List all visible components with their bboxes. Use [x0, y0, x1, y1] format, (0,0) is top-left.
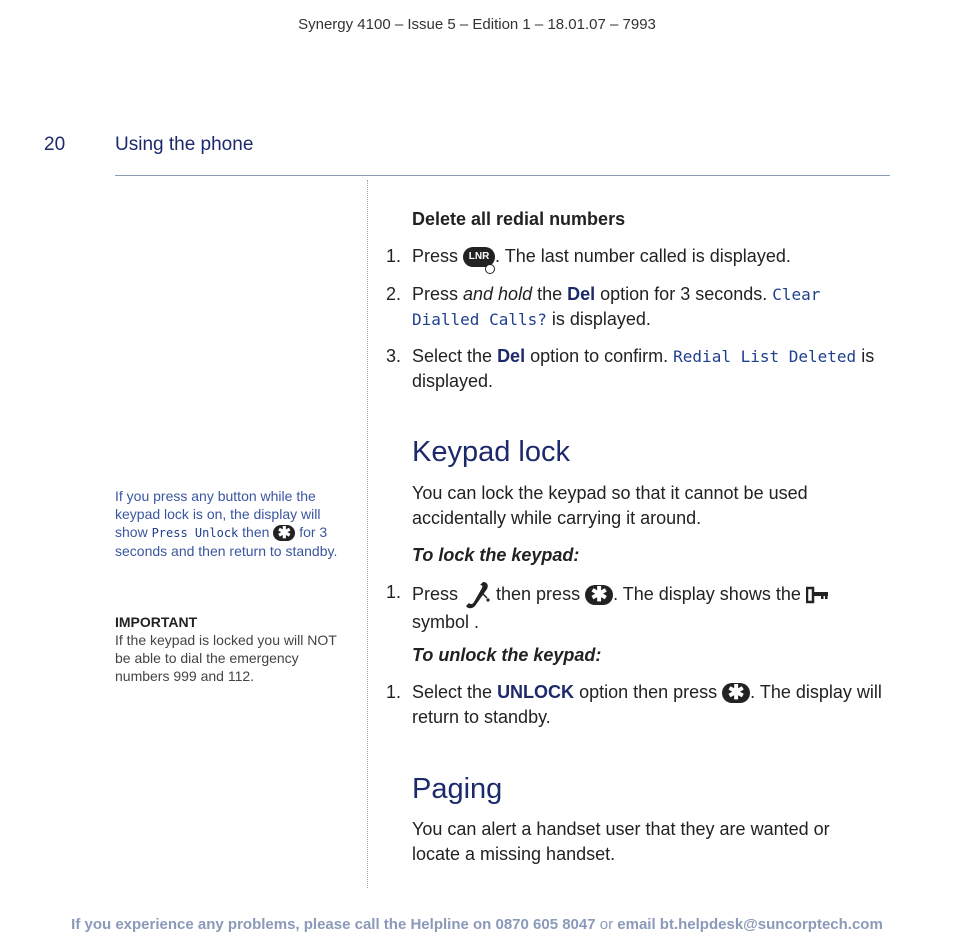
footer-email: email bt.helpdesk@suncorptech.com — [617, 916, 883, 933]
step-text: Select the — [412, 346, 498, 366]
step-text: . The display shows the — [613, 583, 806, 604]
step-text: symbol . — [412, 612, 480, 632]
delete-step-3 — [386, 344, 882, 394]
document-header: Synergy 4100 – Issue 5 – Edition 1 – 18.01.07 – 7993 — [298, 16, 656, 33]
lcd-text: Redial List Deleted — [673, 347, 857, 366]
step-number: 1. — [386, 246, 402, 266]
step-number: 3. — [386, 346, 402, 366]
delete-step-1 — [386, 244, 882, 269]
header-rule — [115, 175, 890, 176]
step-text: Press — [412, 246, 464, 266]
sidebar-note-post: for 3 seconds and then return to standby. — [115, 524, 338, 559]
delete-redial-heading: Delete all redial numbers — [412, 209, 626, 229]
step-text: is displayed. — [412, 346, 875, 391]
step-number: 1. — [386, 582, 402, 602]
sidebar-note-pre: If you press any button while the keypad lock is on, the display will show — [115, 488, 321, 540]
keylock-icon — [806, 586, 830, 604]
important-note — [115, 613, 350, 685]
star-key-icon: ✱ — [585, 585, 613, 605]
del-option: Del — [497, 346, 526, 366]
step-text: Press — [412, 583, 464, 604]
column-divider — [367, 180, 368, 888]
important-title: IMPORTANT — [115, 614, 198, 630]
unlock-step-1 — [386, 680, 882, 730]
star-key-icon: ✱ — [273, 525, 295, 541]
important-body: If the keypad is locked you will NOT be able to dial the emergency numbers 999 and 112. — [115, 632, 337, 684]
lnr-dot — [485, 264, 495, 274]
star-key-icon: ✱ — [722, 683, 750, 703]
footer-text: If you experience any problems, please call the Helpline on — [71, 916, 496, 933]
phone-handset-icon — [463, 580, 491, 610]
sidebar-note-mid: then — [238, 524, 274, 540]
step-text: option for 3 seconds. — [595, 284, 773, 304]
footer-text: or — [595, 916, 618, 933]
del-option: Del — [567, 284, 596, 304]
step-text: option to confirm. — [525, 346, 674, 366]
footer-phone: 0870 605 8047 — [495, 916, 596, 933]
lnr-redial-icon — [463, 247, 495, 267]
unlock-option: UNLOCK — [497, 682, 575, 702]
lcd-text: Clear Dialled Calls? — [412, 285, 821, 329]
lnr-icon-label: LNR — [468, 251, 490, 263]
helpline-footer — [0, 916, 954, 933]
unlock-subheading: To unlock the keypad: — [412, 645, 602, 665]
paging-heading: Paging — [412, 773, 503, 805]
lock-subheading: To lock the keypad: — [412, 545, 580, 565]
sidebar-note — [115, 487, 350, 560]
keypad-lock-heading: Keypad lock — [412, 436, 570, 468]
step-text: Press — [412, 284, 464, 304]
step-text: . The last number called is displayed. — [495, 246, 791, 266]
step-italic: and hold — [463, 284, 533, 304]
paging-intro: You can alert a handset user that they are wanted or locate a missing handset. — [412, 819, 830, 864]
step-text: then press — [491, 583, 586, 604]
lock-step-1 — [386, 580, 882, 635]
step-text: the — [532, 284, 568, 304]
step-number: 1. — [386, 682, 402, 702]
page-number: 20 — [44, 134, 66, 155]
step-text: Select the — [412, 682, 498, 702]
step-text: . The display will return to standby. — [412, 682, 882, 727]
step-text: option then press — [574, 682, 723, 702]
sidebar-note-lcd: Press Unlock — [151, 526, 239, 540]
delete-step-2 — [386, 282, 882, 332]
section-title: Using the phone — [115, 134, 254, 155]
step-number: 2. — [386, 284, 402, 304]
keypad-lock-intro: You can lock the keypad so that it cannot be used accidentally while carrying it around. — [412, 483, 808, 528]
step-text: is displayed. — [546, 309, 651, 329]
